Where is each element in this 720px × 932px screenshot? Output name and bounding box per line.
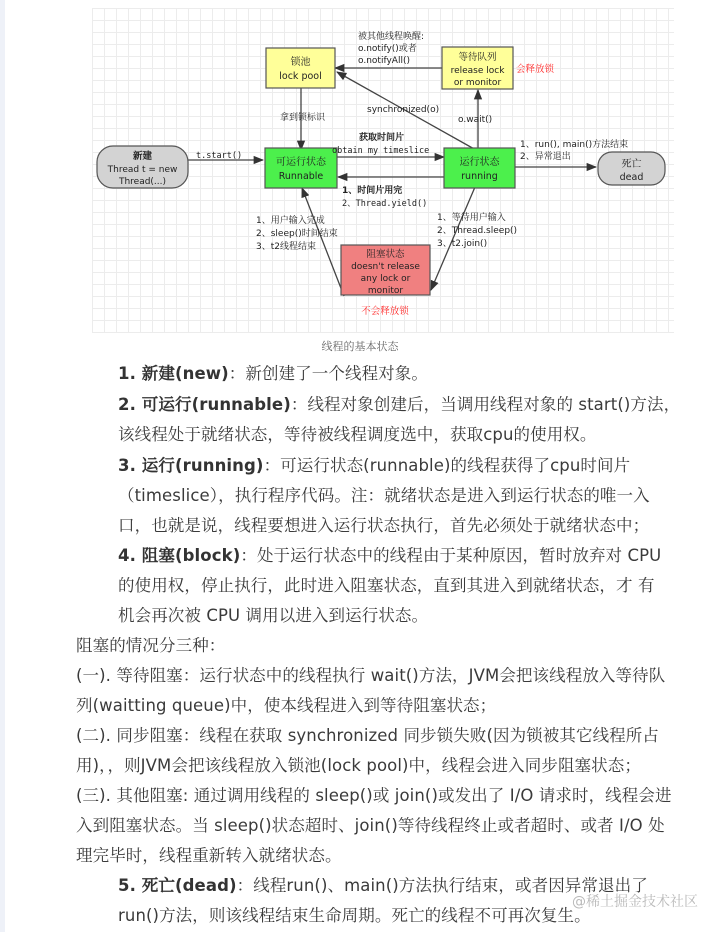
label-block-3: 3、t2.join() bbox=[437, 239, 488, 249]
wait-queue-title: 等待队列 bbox=[458, 52, 497, 63]
item-runnable bbox=[118, 391, 680, 415]
diagram-svg bbox=[92, 8, 674, 333]
runnable-subtitle: Runnable bbox=[278, 171, 324, 182]
lock-pool-subtitle: lock pool bbox=[279, 71, 322, 82]
item-running-heading: 3. 运行(running) bbox=[118, 456, 264, 475]
node-running bbox=[444, 148, 515, 188]
blocked-line2: doesn't release bbox=[351, 262, 420, 272]
item-new-heading: 1. 新建(new) bbox=[118, 364, 229, 383]
block-type-other-1: (三). 其他阻塞: 通过调用线程的 sleep()或 join()或发出了 I/O 请求时，线程会进 bbox=[76, 786, 672, 805]
lock-pool-title: 锁池 bbox=[290, 57, 311, 68]
block-type-other-2: 入到阻塞状态。当 sleep()状态超时、join()等待线程终止或者超时、或者 I/O 处 bbox=[76, 816, 665, 835]
item-block-text: ：处于运行状态中的线程由于某种原因，暂时放弃对 CPU bbox=[240, 546, 662, 565]
item-new-text: ：新创建了一个线程对象。 bbox=[228, 364, 428, 383]
label-timeslice-used-1: 1、时间片用完 bbox=[342, 186, 403, 196]
node-runnable bbox=[265, 148, 337, 188]
dead-title: 死亡 bbox=[621, 159, 642, 170]
label-get-timeslice: 获取时间片 bbox=[359, 133, 405, 143]
item-block bbox=[118, 542, 661, 566]
label-releases-lock: 会释放锁 bbox=[516, 64, 555, 75]
node-lock-pool bbox=[266, 48, 335, 88]
item-dead-cont: run()方法，则该线程结束生命周期。死亡的线程不可再次复生。 bbox=[118, 906, 591, 925]
label-run-end-1: 1、run(), main()方法结束 bbox=[520, 140, 629, 150]
item-runnable-cont: 该线程处于就绪状态，等待被线程调度选中，获取cpu的使用权。 bbox=[118, 425, 597, 444]
label-run-end-2: 2、异常退出 bbox=[520, 152, 571, 162]
new-line2: Thread t = new bbox=[107, 165, 178, 175]
label-no-release: 不会释放锁 bbox=[361, 306, 409, 317]
item-running-cont2: 口，也就是说，线程要想进入运行状态执行，首先必须处于就绪状态中； bbox=[118, 516, 650, 535]
runnable-title: 可运行状态 bbox=[276, 157, 326, 168]
item-dead-text: ：线程run()、main()方法执行结束，或者因异常退出了 bbox=[236, 876, 648, 895]
label-timeslice-used-2: 2、Thread.yield() bbox=[342, 199, 428, 209]
label-unblock-1: 1、用户输入完成 bbox=[256, 216, 325, 226]
item-dead-heading: 5. 死亡(dead) bbox=[118, 876, 237, 895]
label-unblock-2: 2、sleep()时间结束 bbox=[256, 229, 338, 239]
label-notify-3: o.notifyAll() bbox=[358, 56, 410, 66]
blocked-line4: monitor bbox=[367, 286, 404, 296]
wait-queue-line2: release lock bbox=[450, 66, 505, 76]
running-subtitle: running bbox=[461, 171, 498, 182]
block-type-wait-2: 列(waitting queue)中，使本线程进入到等待阻塞状态； bbox=[76, 696, 497, 715]
item-block-cont2: 机会再次被 CPU 调用以进入到运行状态。 bbox=[118, 606, 429, 625]
new-line3: Thread(...) bbox=[118, 177, 167, 187]
block-type-sync-2: 用)，，则JVM会把该线程放入锁池(lock pool)中，线程会进入同步阻塞状态； bbox=[76, 756, 641, 775]
item-new bbox=[118, 360, 428, 384]
item-running-text: ：可运行状态(runnable)的线程获得了cpu时间片 bbox=[263, 456, 631, 475]
blocked-line3: any lock or bbox=[360, 274, 411, 284]
item-runnable-text: ：线程对象创建后，当调用线程对象的 start()方法， bbox=[290, 395, 681, 414]
item-block-cont1: 的使用权，停止执行，此时进入阻塞状态，直到其进入到就绪状态，才 有 bbox=[118, 576, 655, 595]
thread-state-diagram bbox=[92, 8, 674, 333]
block-type-wait-1: (一). 等待阻塞：运行状态中的线程执行 wait()方法，JVM会把该线程放入等待队 bbox=[76, 666, 666, 685]
item-block-heading: 4. 阻塞(block) bbox=[118, 546, 241, 565]
new-title: 新建 bbox=[132, 151, 153, 162]
label-unblock-3: 3、t2线程结束 bbox=[256, 242, 316, 252]
watermark: @稀土掘金技术社区 bbox=[572, 894, 698, 910]
label-start: t.start() bbox=[196, 151, 243, 161]
running-title: 运行状态 bbox=[459, 157, 500, 168]
label-got-lock: 拿到锁标识 bbox=[280, 113, 326, 123]
wait-queue-line3: or monitor bbox=[453, 78, 502, 88]
blocked-title: 阻塞状态 bbox=[366, 249, 405, 260]
item-running bbox=[118, 452, 630, 476]
label-notify-1: 被其他线程唤醒: bbox=[358, 32, 425, 42]
label-wait: o.wait() bbox=[458, 115, 493, 125]
block-type-sync-1: (二). 同步阻塞：线程在获取 synchronized 同步锁失败(因为锁被其它线程所占 bbox=[76, 726, 659, 745]
figure-caption: 线程的基本状态 bbox=[321, 340, 399, 353]
item-dead bbox=[118, 872, 648, 896]
label-block-1: 1、等待用户输入 bbox=[437, 213, 506, 223]
item-running-cont1: （timeslice），执行程序代码。注：就绪状态是进入到运行状态的唯一入 bbox=[118, 486, 650, 505]
label-synchronized: synchronized(o) bbox=[367, 105, 440, 115]
label-obtain-timeslice: obtain my timeslice bbox=[332, 146, 430, 156]
block-types-intro: 阻塞的情况分三种： bbox=[76, 636, 226, 655]
item-runnable-heading: 2. 可运行(runnable) bbox=[118, 395, 291, 414]
block-type-other-3: 理完毕时，线程重新转入就绪状态。 bbox=[76, 846, 342, 865]
label-block-2: 2、Thread.sleep() bbox=[437, 226, 518, 236]
label-notify-2: o.notify()或者 bbox=[358, 44, 417, 54]
left-edge-strip bbox=[0, 0, 5, 932]
dead-subtitle: dead bbox=[619, 172, 644, 183]
